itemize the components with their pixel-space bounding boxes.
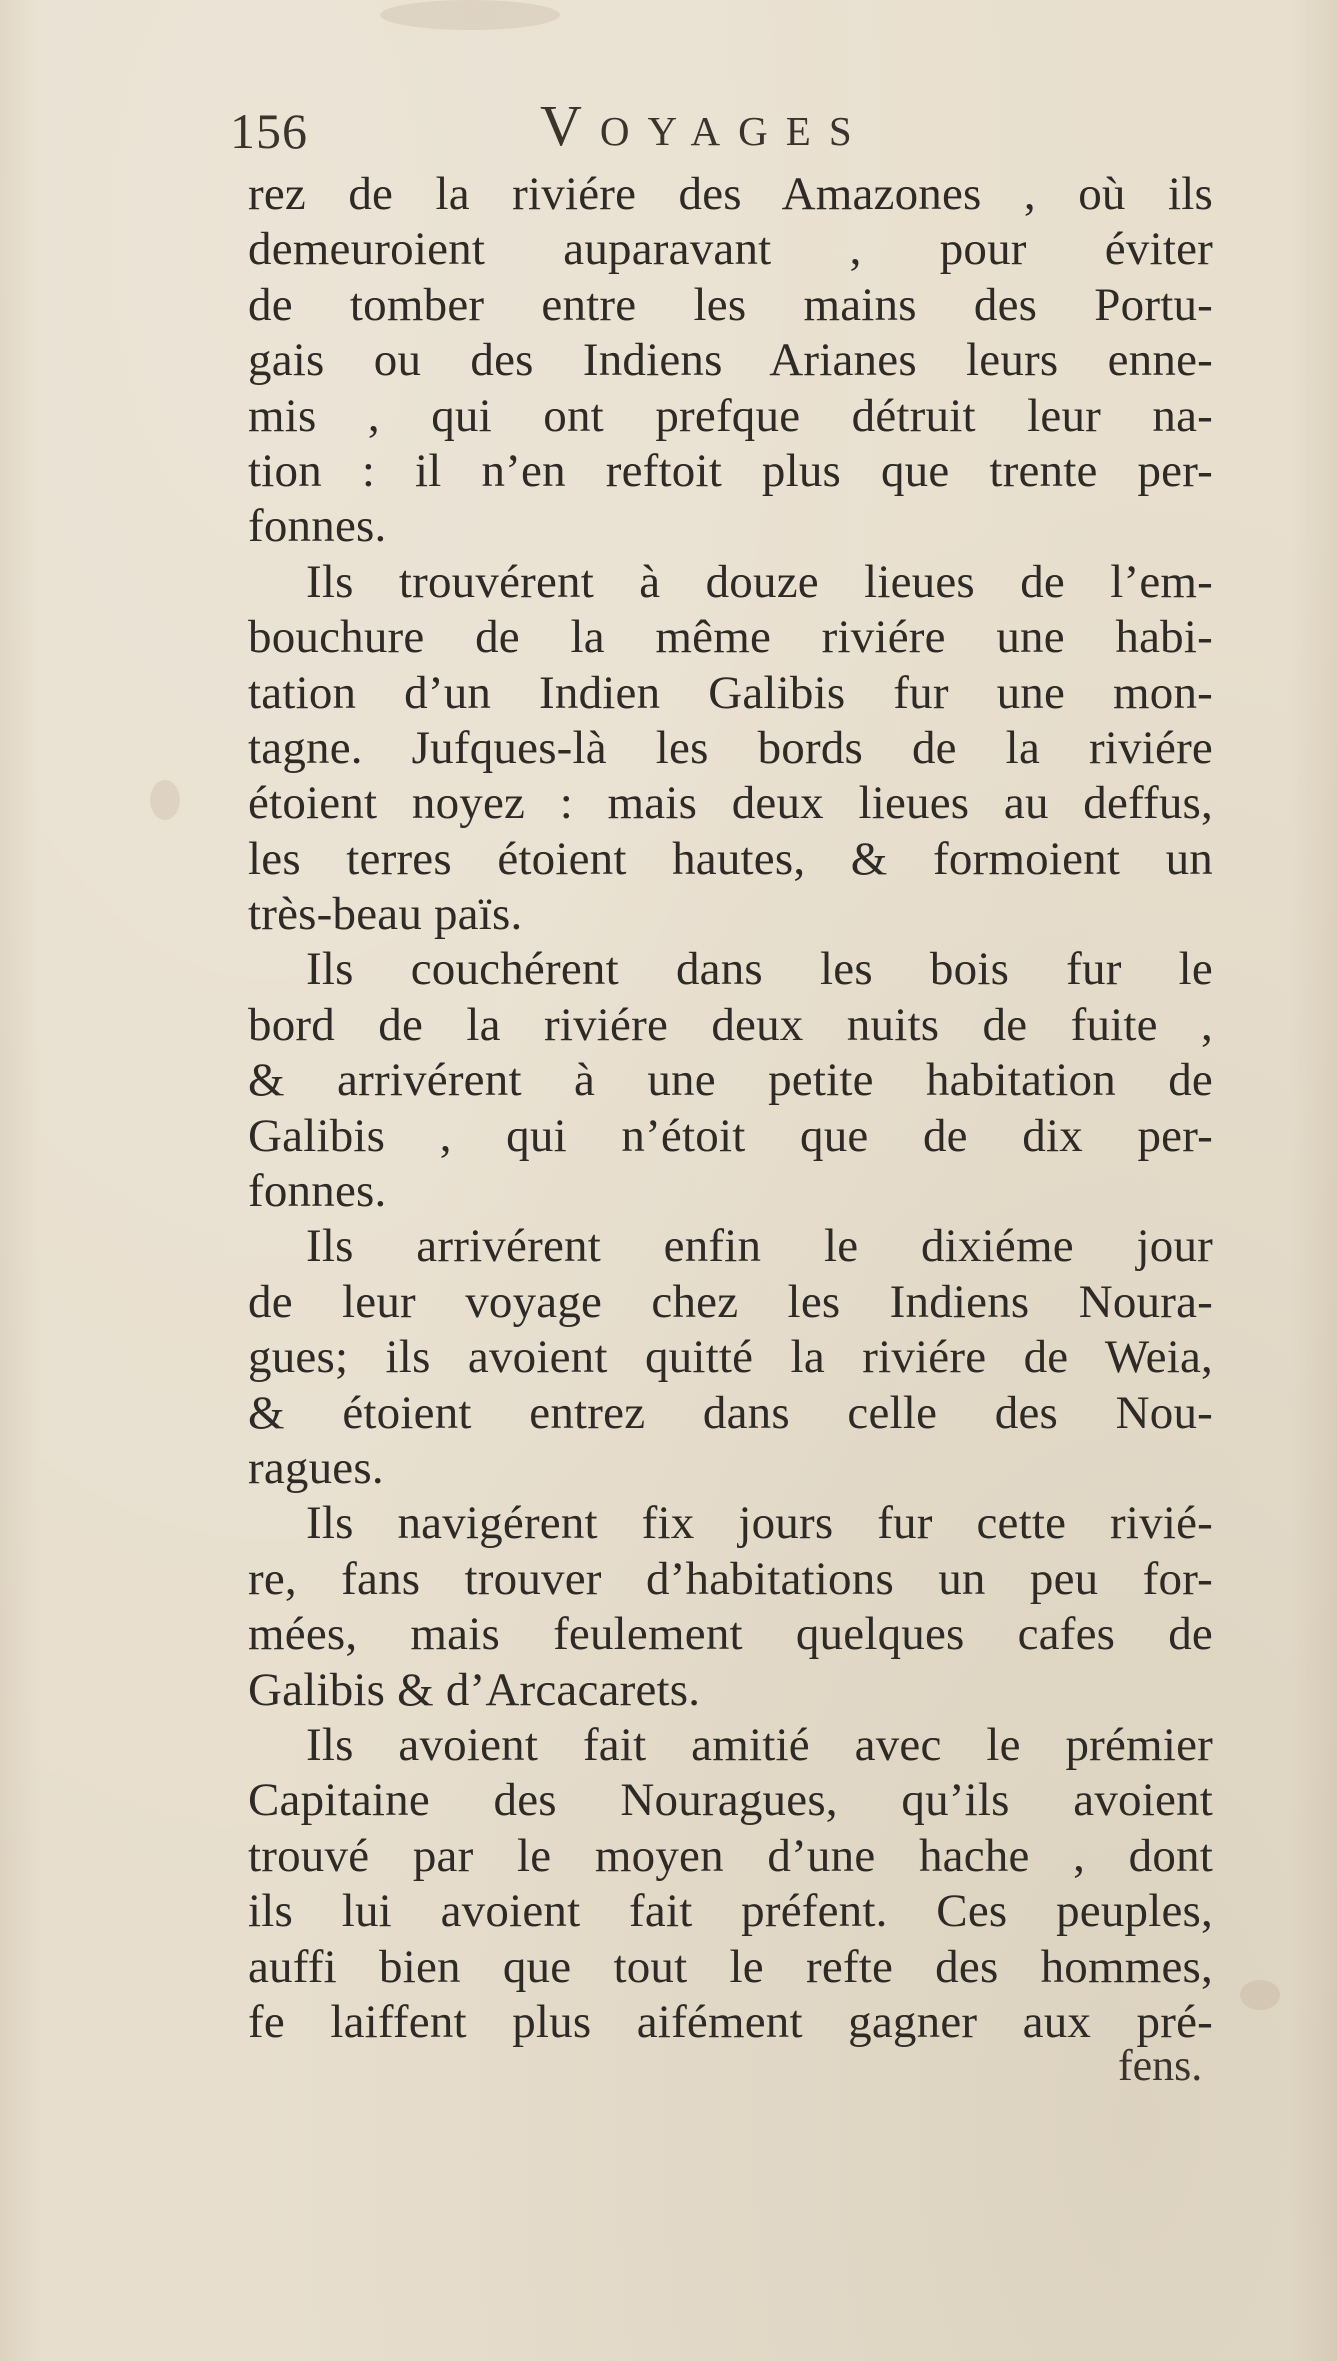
running-head xyxy=(230,92,950,162)
page-number: 156 xyxy=(230,103,308,159)
text-line: ragues. xyxy=(248,1441,384,1494)
running-title: Voyages xyxy=(540,93,870,158)
text-line: bouchure de la même riviére une habi- xyxy=(248,611,1213,664)
text-line: tation d’un Indien Galibis fur une mon- xyxy=(248,666,1213,719)
text-line: bord de la riviére deux nuits de fuite , xyxy=(248,998,1213,1051)
text-line: demeuroient auparavant , pour éviter xyxy=(248,223,1213,276)
text-line: tion : il n’en reftoit plus que trente per- xyxy=(248,444,1213,497)
text-line: mées, mais feulement quelques cafes de xyxy=(248,1608,1213,1661)
body-text xyxy=(248,167,1213,2050)
text-line: gais ou des Indiens Arianes leurs enne- xyxy=(248,334,1213,387)
text-line: Ils arrivérent enfin le dixiéme jour xyxy=(306,1220,1213,1273)
text-line: fonnes. xyxy=(248,1165,387,1218)
text-line: re, fans trouver d’habitations un peu for- xyxy=(248,1552,1213,1605)
text-line: Ils avoient fait amitié avec le prémier xyxy=(306,1718,1213,1771)
text-line: fe laiffent plus aifément gagner aux pré- xyxy=(248,1995,1213,2048)
text-line: étoient noyez : mais deux lieues au deffus, xyxy=(248,777,1213,830)
paper-stain xyxy=(380,0,560,30)
text-line: rez de la riviére des Amazones , où ils xyxy=(248,168,1213,220)
paper-stain xyxy=(1240,1980,1280,2010)
text-line: ils lui avoient fait préfent. Ces peuples, xyxy=(248,1885,1213,1938)
text-line: fonnes. xyxy=(248,500,387,553)
text-line: & étoient entrez dans celle des Nou- xyxy=(248,1386,1213,1439)
text-line: mis , qui ont prefque détruit leur na- xyxy=(248,389,1213,442)
text-line: Ils navigérent fix jours fur cette rivié- xyxy=(306,1497,1213,1550)
text-line: Capitaine des Nouragues, qu’ils avoient xyxy=(248,1774,1213,1827)
text-line: très-beau païs. xyxy=(248,888,523,941)
text-line: de tomber entre les mains des Portu- xyxy=(248,278,1213,331)
text-line: tagne. Jufques-là les bords de la riviére xyxy=(248,721,1213,774)
text-line: auffi bien que tout le refte des hommes, xyxy=(248,1940,1213,1993)
paper-stain xyxy=(150,780,180,820)
catchword: fens. xyxy=(1118,2041,1203,2090)
text-line: trouvé par le moyen d’une hache , dont xyxy=(248,1829,1213,1882)
text-line: Ils couchérent dans les bois fur le xyxy=(306,943,1213,996)
text-line: les terres étoient hautes, & formoient un xyxy=(248,832,1213,885)
text-line: gues; ils avoient quitté la riviére de Weia, xyxy=(248,1331,1213,1384)
text-line: Galibis , qui n’étoit que de dix per- xyxy=(248,1109,1213,1162)
text-line: de leur voyage chez les Indiens Noura- xyxy=(248,1275,1213,1328)
text-line: Ils trouvérent à douze lieues de l’em- xyxy=(306,555,1213,608)
text-line: & arrivérent à une petite habitation de xyxy=(248,1054,1213,1107)
text-line: Galibis & d’Arcacarets. xyxy=(248,1663,701,1716)
